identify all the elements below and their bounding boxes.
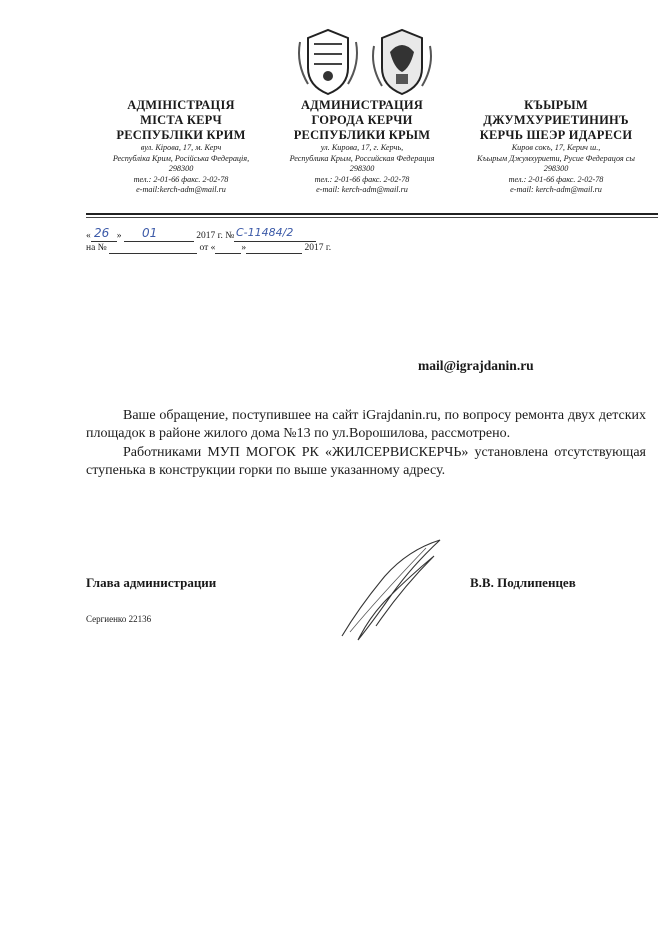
- header-crh-title-2: ДЖУМХУРИЕТИНИНЪ: [483, 113, 629, 127]
- reg-ref-number-field: [109, 242, 197, 254]
- signatory-title: Глава администрации: [86, 575, 217, 590]
- reg-ref-from: от «: [199, 243, 216, 253]
- reg-number-handwritten: С-11484/2: [236, 226, 294, 239]
- header-crh: [456, 98, 656, 196]
- reg-ref-prefix: на №: [86, 243, 107, 253]
- header-divider-thin: [86, 217, 658, 218]
- header-divider-thick: [86, 213, 658, 215]
- recipient-email: mail@igrajdanin.ru: [418, 358, 534, 373]
- header-uk-address: вул. Кірова, 17, м. Керч: [140, 143, 222, 152]
- header-crh-title-1: КЪЫРЫМ: [524, 98, 588, 112]
- executor-info: Сергиенко 22136: [86, 614, 152, 624]
- reg-year: 2017: [196, 231, 216, 241]
- header-ru-country: Республика Крым, Российская Федерация: [289, 153, 435, 163]
- reg-date-month-field: [124, 230, 194, 242]
- kerch-coat-of-arms-icon: [373, 30, 431, 94]
- header-ru-address: ул. Кирова, 17, г. Керчь,: [320, 143, 404, 152]
- header-ru: [270, 98, 454, 196]
- reg-date-day-handwritten: 26: [94, 226, 110, 240]
- handwritten-signature-icon: [330, 536, 450, 646]
- reg-ref-year: 2017: [304, 243, 324, 253]
- header-ru-title-3: РЕСПУБЛИКИ КРЫМ: [293, 128, 431, 142]
- header-uk-phone: тел.: 2-01-66 факс. 2-02-78: [133, 174, 229, 184]
- header-uk-email: e-mail:kerch-adm@mail.ru: [136, 185, 226, 194]
- letter-body: [86, 407, 646, 480]
- registration-line-2: [86, 242, 331, 254]
- reg-ref-year-suffix: г.: [325, 243, 332, 253]
- header-uk-title-1: АДМІНІСТРАЦІЯ: [127, 98, 235, 112]
- header-uk-country: Республіка Крим, Російська Федерація,: [112, 153, 250, 163]
- reg-ref-month-field: [246, 242, 302, 254]
- header-crh-title-3: КЕРЧЬ ШЕЭР ИДАРЕСИ: [479, 128, 633, 142]
- reg-ref-quote: »: [241, 243, 247, 253]
- header-ru-title-1: АДМИНИСТРАЦИЯ: [300, 98, 424, 112]
- reg-ref-day-field: [215, 242, 241, 254]
- reg-year-suffix: г. №: [217, 231, 235, 241]
- header-ru-zip: 298300: [349, 164, 375, 173]
- registration-line-1: « » 2017 г. №: [86, 230, 316, 242]
- header-crh-zip: 298300: [543, 164, 569, 173]
- city-coat-of-arms-icon: [299, 30, 357, 94]
- header-uk: [86, 98, 276, 196]
- header-ru-title-2: ГОРОДА КЕРЧИ: [311, 113, 413, 127]
- header-crh-country: Къырым Джумхуриети, Русие Федерацоя сы: [477, 153, 635, 163]
- signatory-name: В.В. Подлипенцев: [470, 575, 576, 590]
- reg-date-month-handwritten: 01: [142, 226, 158, 240]
- header-uk-title-3: РЕСПУБЛІКИ КРИМ: [116, 128, 246, 142]
- header-ru-phone: тел.: 2-01-66 факс. 2-02-78: [314, 174, 410, 184]
- header-uk-title-2: МІСТА КЕРЧ: [140, 113, 222, 127]
- header-crh-address: Киров сокъ, 17, Керич ш.,: [511, 143, 601, 152]
- header-uk-zip: 298300: [168, 164, 194, 173]
- emblems: [290, 24, 440, 96]
- body-paragraph-1: Ваше обращение, поступившее на сайт iGrajdanin.ru, по вопросу ремонта двух детских площадок в районе жилого дома №13 по ул.Ворошилова, рассмотрено.: [86, 408, 646, 441]
- body-paragraph-2: Работниками МУП МОГОК РК «ЖИЛСЕРВИСКЕРЧЬ» установлена отсутствующая ступенька в конструкции горки по выше указанному адресу.: [86, 445, 646, 478]
- header-crh-email: e-mail: kerch-adm@mail.ru: [510, 185, 602, 194]
- header-crh-phone: тел.: 2-01-66 факс. 2-02-78: [508, 174, 604, 184]
- header-ru-email: e-mail: kerch-adm@mail.ru: [316, 185, 408, 194]
